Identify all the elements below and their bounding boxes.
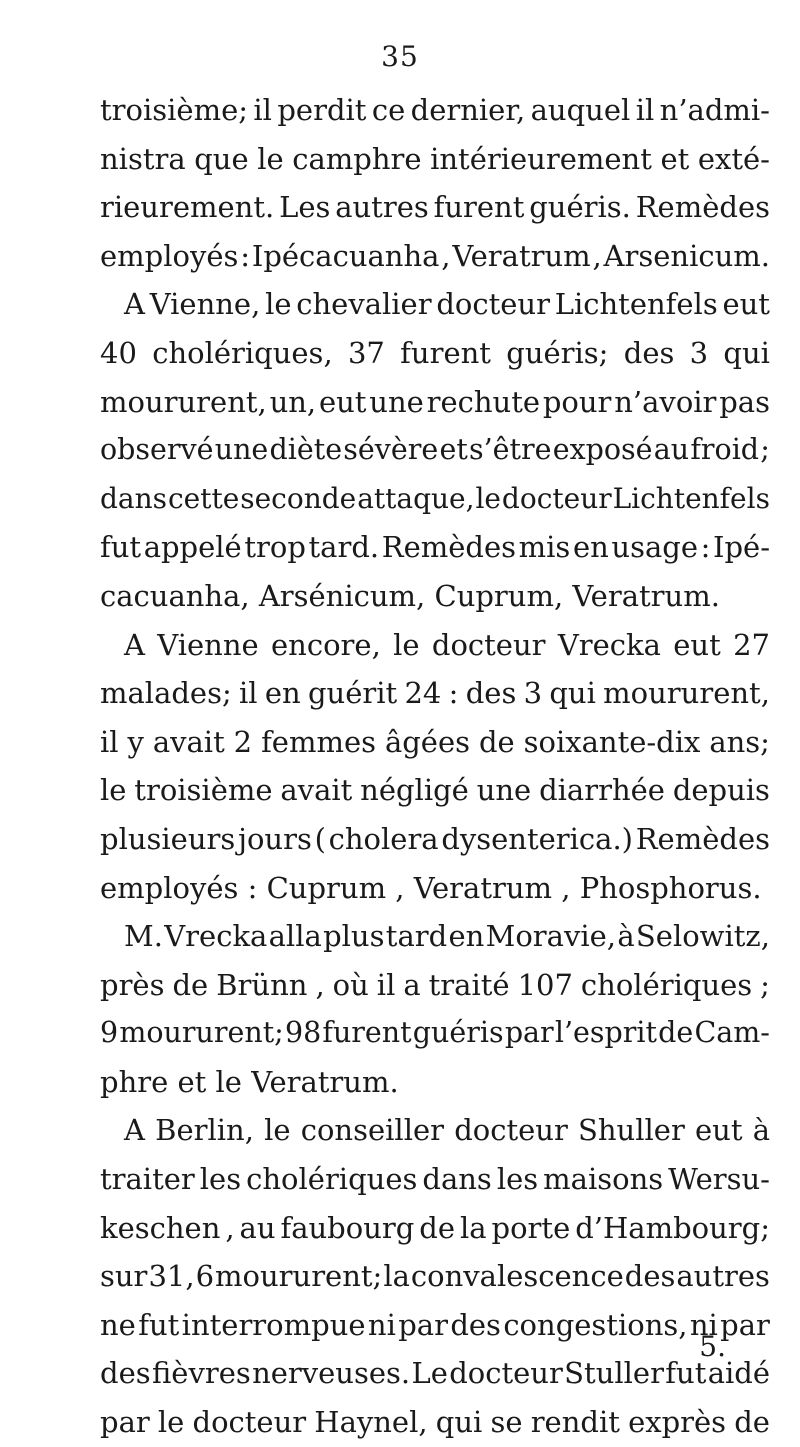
text-line: plusieurs jours ( cholera dysenterica.) Remèdes	[100, 821, 770, 856]
page-number: 35	[381, 40, 419, 73]
text-line: ne fut interrompue ni par des congestions, ni par	[100, 1307, 770, 1342]
text-line: keschen , au faubourg de la porte d’Hambourg;	[100, 1210, 770, 1245]
text-line: M. Vrecka alla plus tard en Moravie, à Selowitz,	[124, 919, 770, 954]
text-line: près de Brünn , où il a traité 107 cholériques ;	[100, 967, 770, 1002]
text-line: phre et le Veratrum.	[100, 1064, 399, 1099]
text-line: A Berlin, le conseiller docteur Shuller eut à	[124, 1113, 770, 1148]
text-line: cacuanha, Arsénicum, Cuprum, Veratrum.	[100, 578, 720, 613]
text-line: malades; il en guérit 24 : des 3 qui moururent,	[100, 676, 770, 711]
body-text	[100, 86, 770, 1447]
text-line: employés : Cuprum , Veratrum , Phosphorus.	[100, 870, 762, 905]
text-line: observé une diète sévère et s’être exposé au froid ;	[100, 433, 770, 467]
text-line: troisième; il perdit ce dernier, auquel il n’admi-	[100, 93, 770, 127]
text-line: moururent, un, eut une rechute pour n’avoir pas	[100, 384, 770, 419]
text-line: dans cette seconde attaque, le docteur Lichtenfels	[100, 481, 770, 515]
signature-mark-text: 5.	[699, 1330, 726, 1363]
text-line: par le docteur Haynel, qui se rendit exprès de	[100, 1405, 770, 1440]
text-line: A Vienne encore, le docteur Vrecka eut 27	[124, 627, 770, 662]
signature-mark	[0, 1330, 800, 1363]
text-line: sur 31, 6 moururent; la convalescence des autres	[100, 1259, 770, 1294]
text-line: le troisième avait négligé une diarrhée depuis	[100, 773, 770, 808]
text-line: employés : Ipécacuanha , Veratrum , Arsenicum.	[100, 238, 770, 273]
text-line: des fièvres nerveuses. Le docteur Stuller fut aidé	[100, 1356, 770, 1391]
text-line: nistra que le camphre intérieurement et exté-	[100, 141, 770, 176]
text-line: traiter les cholériques dans les maisons Wersu-	[100, 1162, 770, 1197]
text-line: 40 cholériques, 37 furent guéris; des 3 qui	[100, 335, 770, 370]
text-line: il y avait 2 femmes âgées de soixante-dix ans;	[100, 724, 770, 759]
text-line: rieurement. Les autres furent guéris. Remèdes	[100, 190, 770, 225]
text-line: fut appelé trop tard. Remèdes mis en usage : Ipé-	[100, 530, 770, 565]
text-line: 9 moururent; 98 furent guéris par l’esprit de Cam-	[100, 1016, 770, 1050]
text-line: A Vienne, le chevalier docteur Lichtenfels eut	[124, 287, 770, 322]
